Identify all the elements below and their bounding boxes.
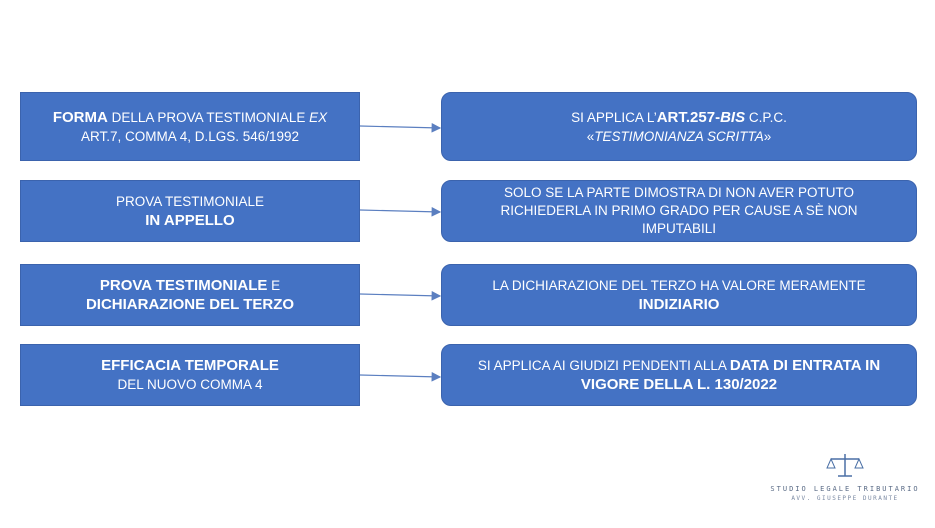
right-box-line-2: VIGORE DELLA L. 130/2022 [580, 376, 778, 393]
logo-text-studio: STUDIO LEGALE TRIBUTARIO [770, 485, 920, 493]
text: E [267, 278, 281, 293]
left-box-line-2: ART.7, COMMA 4, D.LGS. 546/1992 [80, 128, 300, 144]
left-box-forma [20, 92, 360, 161]
arrow-row-3 [360, 294, 440, 296]
text: C.P.C. [745, 109, 787, 125]
text: SI APPLICA L’ [571, 109, 657, 125]
left-box-appello [20, 180, 360, 242]
text: « [586, 128, 595, 144]
bold-italic-text: BIS [720, 108, 746, 126]
left-box-line-1: PROVA TESTIMONIALE [115, 194, 265, 209]
right-box-line-1 [571, 108, 787, 127]
bold-text: FORMA [52, 108, 108, 126]
text: SI APPLICA AI GIUDIZI PENDENTI ALLA [477, 358, 730, 373]
left-box-line-1 [53, 108, 327, 127]
arrow-row-4 [360, 375, 440, 377]
studio-logo [770, 452, 920, 502]
right-box-solo-se [441, 180, 917, 242]
left-box-efficacia [20, 344, 360, 406]
arrow-row-1 [360, 126, 440, 128]
text: » [763, 128, 772, 144]
bold-text: ART.257- [656, 108, 721, 126]
italic-text: TESTIMONIANZA SCRITTA [594, 128, 764, 144]
right-box-giudizi [441, 344, 917, 406]
left-box-dichiarazione [20, 264, 360, 326]
right-box-indiziario [441, 264, 917, 326]
left-box-line-1 [100, 276, 280, 295]
left-box-line-2: DICHIARAZIONE DEL TERZO [85, 296, 295, 313]
right-box-line-1: LA DICHIARAZIONE DEL TERZO HA VALORE MERAMENTE [492, 278, 866, 293]
arrow-row-2 [360, 210, 440, 212]
right-box-line-2: RICHIEDERLA IN PRIMO GRADO PER CAUSE A SÈ NON [500, 203, 858, 218]
right-box-line-1: SOLO SE LA PARTE DIMOSTRA DI NON AVER POTUTO [503, 185, 855, 200]
right-box-art257 [441, 92, 917, 161]
italic-text: EX [309, 109, 328, 125]
left-box-line-1: EFFICACIA TEMPORALE [101, 357, 279, 374]
logo-text-avvocato: AVV. GIUSEPPE DURANTE [791, 495, 899, 502]
left-box-line-2: IN APPELLO [145, 212, 235, 229]
left-box-line-2: DEL NUOVO COMMA 4 [117, 377, 263, 392]
right-box-line-3: IMPUTABILI [641, 221, 716, 236]
scales-of-justice-icon [825, 452, 865, 480]
bold-text: PROVA TESTIMONIALE [99, 277, 268, 294]
right-box-line-1 [478, 356, 880, 375]
text: DELLA PROVA TESTIMONIALE [107, 109, 310, 125]
bold-text: DATA DI ENTRATA IN [729, 357, 881, 374]
right-box-line-2 [587, 127, 772, 146]
right-box-line-2: INDIZIARIO [638, 296, 720, 313]
